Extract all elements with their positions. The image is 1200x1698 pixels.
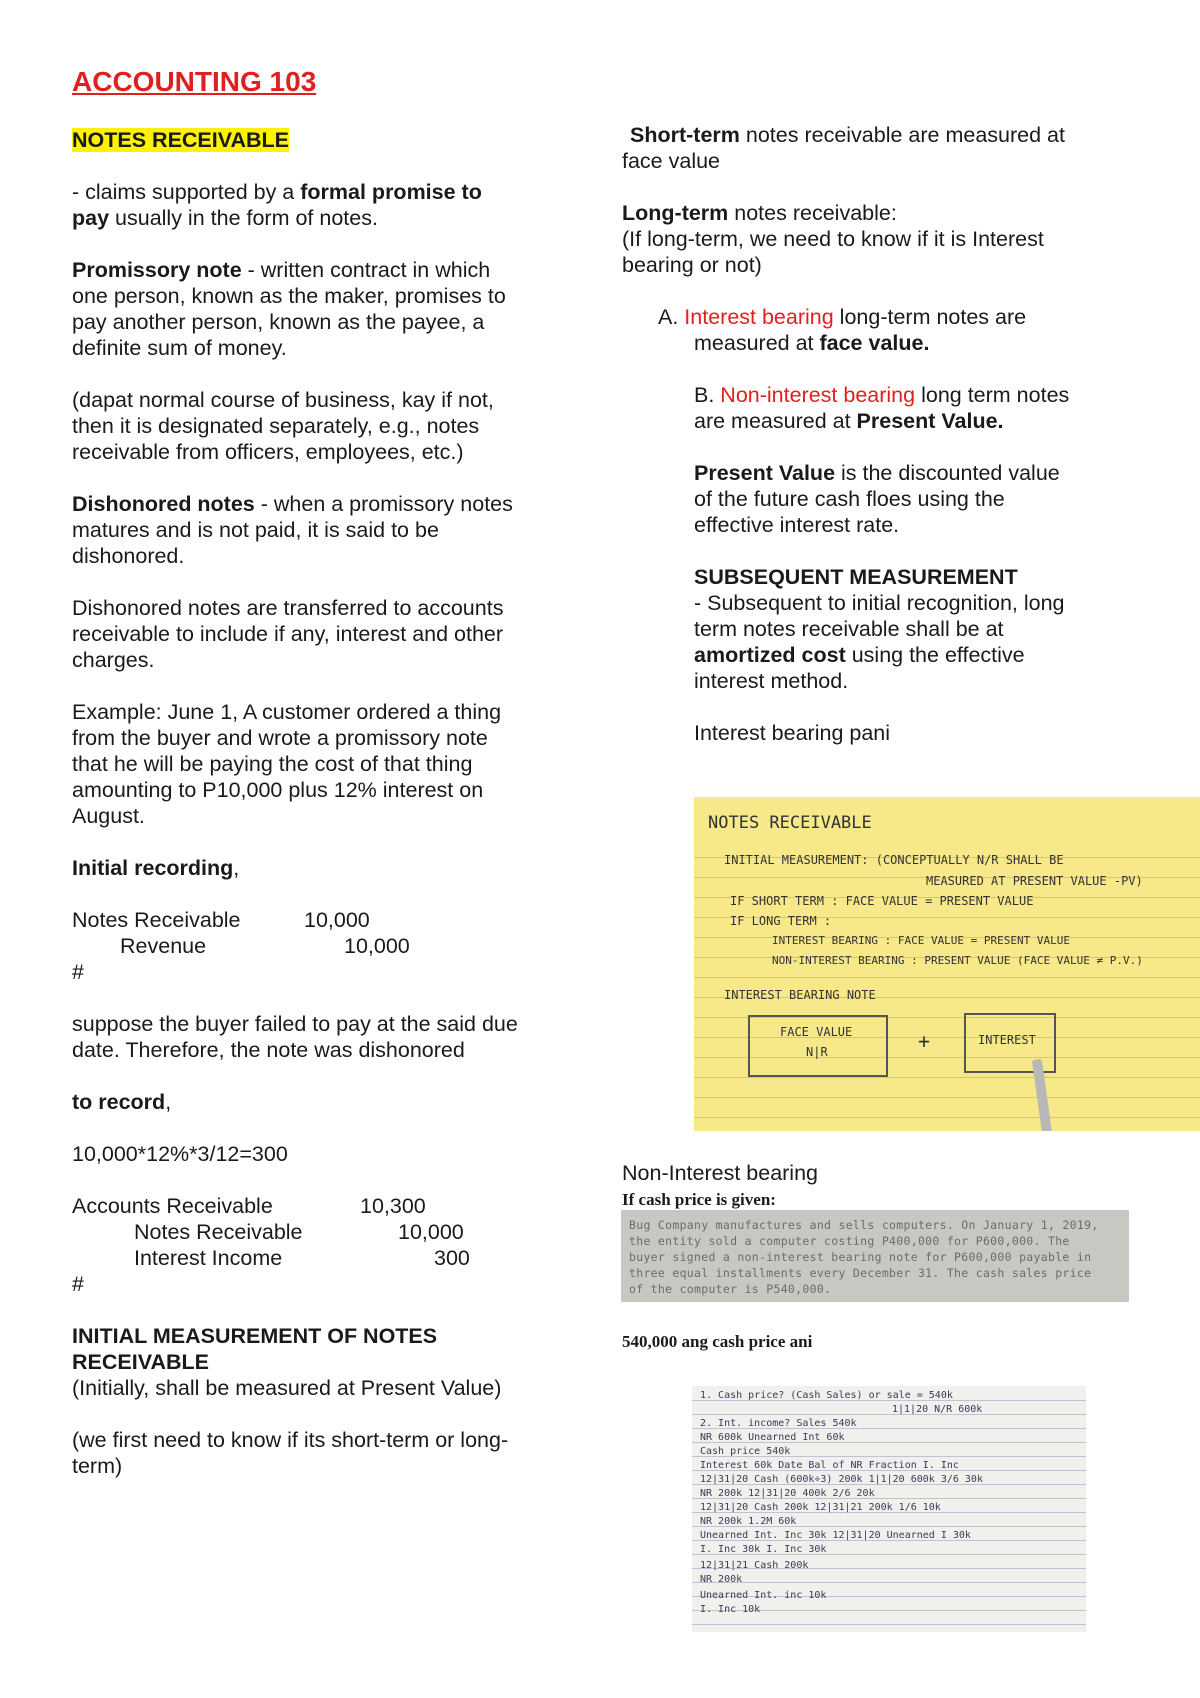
handwritten-solution-photo — [692, 1386, 1086, 1632]
short-term-line-1: Short-term notes receivable are measured at — [630, 123, 1065, 147]
transferred-line-3: charges. — [72, 648, 155, 672]
initial-measurement-heading-1: INITIAL MEASUREMENT OF NOTES — [72, 1324, 438, 1348]
je2-end-mark: # — [72, 1272, 84, 1296]
face-value-box: FACE VALUE N|R — [748, 1015, 888, 1077]
present-value-line-3: effective interest rate. — [694, 513, 900, 537]
notepad-line-7: NON-INTEREST BEARING : PRESENT VALUE (FACE VALUE ≠ P.V.) — [772, 954, 1143, 967]
initial-measurement-heading-2: RECEIVABLE — [72, 1350, 209, 1374]
solution-row-1: 1. Cash price? (Cash Sales) or sale = 540k — [700, 1390, 953, 1401]
solution-row-14: NR 200k — [700, 1574, 743, 1585]
first-know-line-2: term) — [72, 1454, 123, 1478]
solution-row-12: I. Inc 30k I. Inc 30k — [700, 1544, 827, 1555]
document-title: ACCOUNTING 103 — [72, 66, 317, 97]
solution-row-15: Unearned Int. inc 10k — [700, 1590, 827, 1601]
subsequent-line-3: amortized cost using the effective — [694, 643, 1025, 667]
section-heading-notes-receivable: NOTES RECEIVABLE — [72, 128, 290, 152]
suppose-line-1: suppose the buyer failed to pay at the said due — [72, 1012, 518, 1036]
promissory-note-line-2: one person, known as the maker, promises to — [72, 284, 506, 308]
je2-account-2: Notes Receivable — [134, 1220, 303, 1244]
initial-measurement-sub: (Initially, shall be measured at Present Value) — [72, 1376, 502, 1400]
solution-row-8: NR 200k 12|31|20 400k 2/6 20k — [700, 1488, 875, 1499]
subsequent-line-4: interest method. — [694, 669, 849, 693]
je2-amount-2: 10,000 — [398, 1220, 464, 1244]
short-term-line-2: face value — [622, 149, 721, 173]
solution-row-6: Interest 60k Date Bal of NR Fraction I. Inc — [700, 1460, 959, 1471]
dishonored-line-1: Dishonored notes - when a promissory notes — [72, 492, 513, 516]
transferred-line-2: receivable to include if any, interest and other — [72, 622, 504, 646]
solution-row-7: 12|31|20 Cash (600k÷3) 200k 1|1|20 600k 3/6 30k — [700, 1474, 983, 1485]
paren-note-line-2: then it is designated separately, e.g., notes — [72, 414, 480, 438]
interest-bearing-pani-caption: Interest bearing pani — [694, 721, 891, 745]
je1-amount-1: 10,000 — [304, 908, 370, 932]
subsequent-line-2: term notes receivable shall be at — [694, 617, 1004, 641]
solution-row-2: 1|1|20 N/R 600k — [892, 1404, 983, 1415]
item-a-line-2: measured at face value. — [694, 331, 930, 355]
solution-row-4: NR 600k Unearned Int 60k — [700, 1432, 845, 1443]
paren-note-line-1: (dapat normal course of business, kay if not, — [72, 388, 494, 412]
problem-line-1: Bug Company manufactures and sells computers. On January 1, 2019, — [629, 1218, 1099, 1232]
problem-statement-photo — [621, 1210, 1129, 1302]
notepad-line-3: MEASURED AT PRESENT VALUE -PV) — [926, 874, 1143, 888]
paren-note-line-3: receivable from officers, employees, etc.) — [72, 440, 464, 464]
solution-row-10: NR 200k 1.2M 60k — [700, 1516, 797, 1527]
present-value-line-1: Present Value is the discounted value — [694, 461, 1060, 485]
je1-account-1: Notes Receivable — [72, 908, 241, 932]
dishonored-line-2: matures and is not paid, it is said to be — [72, 518, 439, 542]
definition-line-1: - claims supported by a formal promise to — [72, 180, 482, 204]
solution-row-5: Cash price 540k — [700, 1446, 791, 1457]
promissory-note-line-1: Promissory note - written contract in which — [72, 258, 491, 282]
solution-row-9: 12|31|20 Cash 200k 12|31|21 200k 1/6 10k — [700, 1502, 941, 1513]
example-line-5: August. — [72, 804, 145, 828]
solution-row-16: I. Inc 10k — [700, 1604, 761, 1615]
promissory-note-line-3: pay another person, known as the payee, a — [72, 310, 485, 334]
notepad-line-5: IF LONG TERM : — [730, 914, 832, 928]
problem-line-5: of the computer is P540,000. — [629, 1282, 832, 1296]
solution-row-13: 12|31|21 Cash 200k — [700, 1560, 809, 1571]
promissory-note-line-4: definite sum of money. — [72, 336, 287, 360]
long-term-line-3: bearing or not) — [622, 253, 762, 277]
notepad-line-4: IF SHORT TERM : FACE VALUE = PRESENT VALUE — [730, 894, 1034, 908]
notepad-line-6: INTEREST BEARING : FACE VALUE = PRESENT VALUE — [772, 934, 1071, 947]
transferred-line-1: Dishonored notes are transferred to accounts — [72, 596, 504, 620]
non-interest-bearing-caption: Non-Interest bearing — [622, 1161, 818, 1185]
example-line-4: amounting to P10,000 plus 12% interest on — [72, 778, 484, 802]
long-term-line-2: (If long-term, we need to know if it is Interest — [622, 227, 1044, 251]
dishonored-line-3: dishonored. — [72, 544, 185, 568]
example-line-2: from the buyer and wrote a promissory note — [72, 726, 488, 750]
interest-box: INTEREST — [964, 1013, 1056, 1073]
cash-price-note: 540,000 ang cash price ani — [622, 1332, 813, 1351]
problem-line-4: three equal installments every December 31. The cash sales price — [629, 1266, 1092, 1280]
subsequent-line-1: - Subsequent to initial recognition, long — [694, 591, 1065, 615]
notepad-line-2: INITIAL MEASUREMENT: (CONCEPTUALLY N/R SHALL BE — [724, 853, 1064, 867]
item-b-line-2: are measured at Present Value. — [694, 409, 1004, 433]
interest-calculation: 10,000*12%*3/12=300 — [72, 1142, 288, 1166]
problem-line-2: the entity sold a computer costing P400,000 for P600,000. The — [629, 1234, 1070, 1248]
example-line-3: that he will be paying the cost of that thing — [72, 752, 473, 776]
notes-receivable-notepad-photo — [694, 797, 1200, 1131]
je2-amount-3: 300 — [434, 1246, 470, 1270]
notepad-title: NOTES RECEIVABLE — [708, 813, 872, 833]
je1-account-2: Revenue — [120, 934, 207, 958]
plus-sign: + — [918, 1029, 931, 1053]
to-record-heading: to record, — [72, 1090, 172, 1114]
problem-line-3: buyer signed a non-interest bearing note for P600,000 payable in — [629, 1250, 1092, 1264]
present-value-line-2: of the future cash floes using the — [694, 487, 1005, 511]
je1-end-mark: # — [72, 960, 84, 984]
cash-price-given-caption: If cash price is given: — [622, 1190, 776, 1209]
long-term-line-1: Long-term notes receivable: — [622, 201, 897, 225]
je1-amount-2: 10,000 — [344, 934, 410, 958]
solution-row-11: Unearned Int. Inc 30k 12|31|20 Unearned I 30k — [700, 1530, 971, 1541]
item-b-line-1: B. Non-interest bearing long term notes — [694, 383, 1070, 407]
initial-recording-heading: Initial recording, — [72, 856, 240, 880]
je2-account-3: Interest Income — [134, 1246, 283, 1270]
item-a-line-1: A. Interest bearing long-term notes are — [658, 305, 1027, 329]
solution-row-3: 2. Int. income? Sales 540k — [700, 1418, 857, 1429]
subsequent-measurement-heading: SUBSEQUENT MEASUREMENT — [694, 565, 1018, 589]
notepad-line-8: INTEREST BEARING NOTE — [724, 988, 876, 1002]
first-know-line-1: (we first need to know if its short-term or long- — [72, 1428, 509, 1452]
je2-account-1: Accounts Receivable — [72, 1194, 273, 1218]
definition-line-2: pay usually in the form of notes. — [72, 206, 378, 230]
example-line-1: Example: June 1, A customer ordered a thing — [72, 700, 502, 724]
je2-amount-1: 10,300 — [360, 1194, 426, 1218]
suppose-line-2: date. Therefore, the note was dishonored — [72, 1038, 465, 1062]
